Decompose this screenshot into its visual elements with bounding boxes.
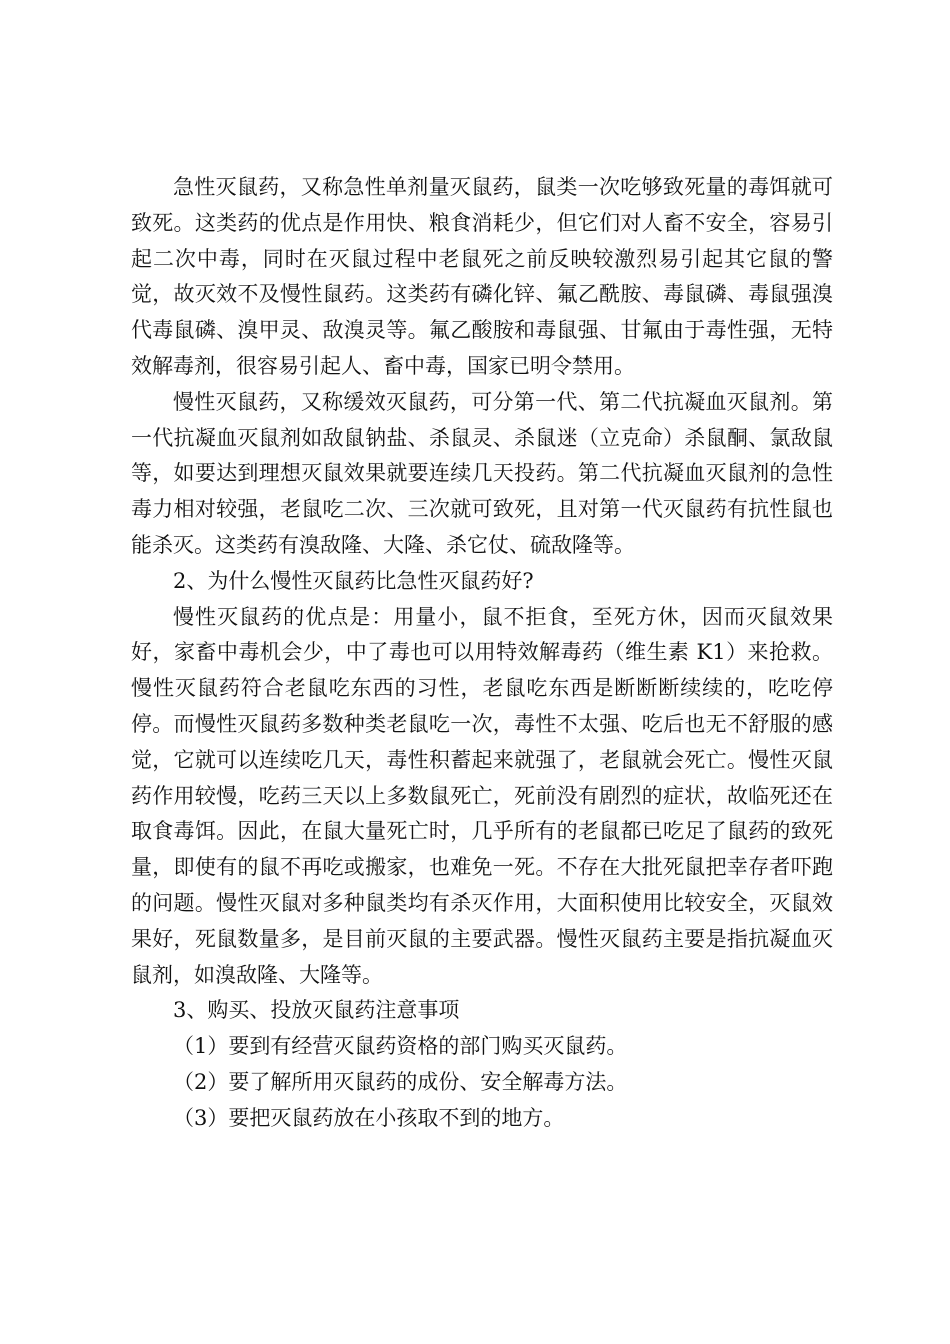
list-item-1: （1）要到有经营灭鼠药资格的部门购买灭鼠药。 (173, 1034, 628, 1059)
paragraph-chronic-rodenticide: 慢性灭鼠药，又称缓效灭鼠药，可分第一代、第二代抗凝血灭鼠剂。第一代抗凝血灭鼠剂如敌鼠钠盐、杀鼠灵、杀鼠迷（立克命）杀鼠酮、氯敌鼠等，如要达到理想灭鼠效果就要连续几天投药。第二代抗凝血灭鼠剂的急性毒力相对较强，老鼠吃二次、三次就可致死，且对第一代灭鼠药有抗性鼠也能杀灭。这类药有溴敌隆、大隆、杀它仗、硫敌隆等。 (131, 389, 833, 557)
paragraph-chronic-advantages: 慢性灭鼠药的优点是：用量小，鼠不拒食，至死方休，因而灭鼠效果好，家畜中毒机会少，中了毒也可以用特效解毒药（维生素 K1）来抢救。慢性灭鼠药符合老鼠吃东西的习性，老鼠吃东西是断断断续续的，吃吃停停。而慢性灭鼠药多数种类老鼠吃一次，毒性不太强、吃后也无不舒服的感觉，它就可以连续吃几天，毒性积蓄起来就强了，老鼠就会死亡。慢性灭鼠药作用较慢，吃药三天以上多数鼠死亡，死前没有剧烈的症状，故临死还在取食毒饵。因此，在鼠大量死亡时，几乎所有的老鼠都已吃足了鼠药的致死量，即使有的鼠不再吃或搬家，也难免一死。不存在大批死鼠把幸存者吓跑的问题。慢性灭鼠对多种鼠类均有杀灭作用，大面积使用比较安全，灭鼠效果好，死鼠数量多，是目前灭鼠的主要武器。慢性灭鼠药主要是指抗凝血灭鼠剂，如溴敌隆、大隆等。 (131, 604, 833, 987)
paragraph-acute-rodenticide: 急性灭鼠药，又称急性单剂量灭鼠药，鼠类一次吃够致死量的毒饵就可致死。这类药的优点是作用快、粮食消耗少，但它们对人畜不安全，容易引起二次中毒，同时在灭鼠过程中老鼠死之前反映较激烈易引起其它鼠的警觉，故灭效不及慢性鼠药。这类药有磷化锌、氟乙酰胺、毒鼠磷、毒鼠强溴代毒鼠磷、溴甲灵、敌溴灵等。氟乙酸胺和毒鼠强、甘氟由于毒性强，无特效解毒剂，很容易引起人、畜中毒，国家已明令禁用。 (131, 175, 833, 378)
section-heading-3: 3、购买、投放灭鼠药注意事项 (173, 998, 460, 1023)
section-heading-2: 2、为什么慢性灭鼠药比急性灭鼠药好? (173, 568, 534, 593)
list-item-3: （3）要把灭鼠药放在小孩取不到的地方。 (173, 1105, 565, 1130)
list-item-2: （2）要了解所用灭鼠药的成份、安全解毒方法。 (173, 1069, 628, 1094)
document-body (131, 170, 833, 1137)
